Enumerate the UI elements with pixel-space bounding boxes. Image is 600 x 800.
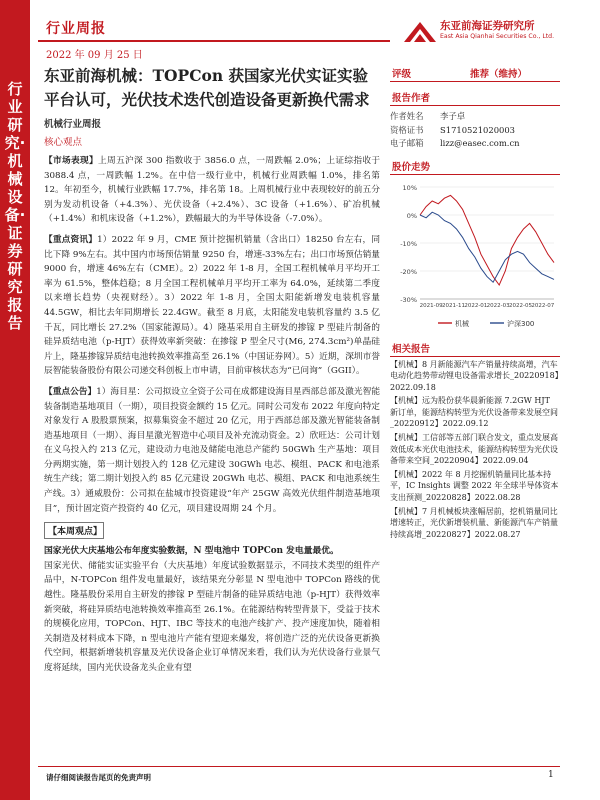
related-report-link[interactable]: 【机械】2022 年 8 月挖掘机销量同比基本持平，IC Insights 调整 2022 年全球半导体资本支出预测_20220828】2022.08.28: [390, 469, 559, 503]
chart-legend-label: 沪深300: [507, 319, 535, 328]
key-announcements-paragraph: [44, 385, 380, 516]
paragraph-tag: 【重点资讯】: [44, 234, 98, 245]
chart-y-tick-label: -10%: [400, 239, 417, 248]
related-report-link[interactable]: 【机械】7 月机械板块涨幅居前，挖机销量同比增速转正，光伏新增装机量、新能源汽车产销量持续高增_20220827】2022.08.27: [390, 506, 558, 539]
weekly-viewpoint-body: 国家光伏、储能实证实验平台（大庆基地）年度试验数据显示，不同技术类型的组件产品中，N-TOPCon 组件发电量最好，该结果充分彰显 N 型电池中 TOPCon 路线的优越性。隆基股份采用自主研发的掺镓 P 型硅片制备的硅异质结电池（p-HJT）获得效率新突破，将硅异质结电池转换效率推高至 26.1%。在能源结构转型背景下，受益于技术的规模化应用，TOPCon、HJT、IBC 等技术的电池产线扩产、投产速度加快，随着相关制造及材料成本下降，n 型电池片产能有望迎来爆发，将创造广泛的光伏设备更新换代空间，根据新增装机容量及光伏设备企业订单情况来看，我们认为光伏设备行业景气度将延续，国内光伏设备龙头企业有望: [44, 560, 380, 673]
chart-x-tick-label: 2021-09: [419, 302, 443, 309]
chart-x-tick-label: 2022-05: [509, 302, 532, 309]
main-column: [44, 64, 380, 676]
sidebar-category-text: 行业研究·机械设备·证券研究报告: [4, 80, 26, 332]
paragraph-tag: 【市场表现】: [44, 156, 98, 166]
chart-series-line-csi300: [420, 212, 554, 282]
chart-x-tick-label: 2022-07: [531, 302, 555, 309]
analyst-value: S1710521020003: [440, 124, 516, 135]
chart-y-tick-label: 10%: [402, 183, 417, 192]
paragraph-tag: 【重点公告】: [44, 386, 97, 397]
report-title: 东亚前海机械：TOPCon 获国家光伏实证实验平台认可，光伏技术迭代创造设备更新换代需求: [44, 66, 370, 109]
related-section-title: 相关报告: [392, 343, 431, 355]
analyst-row: [390, 137, 560, 151]
footer-disclaimer: 请仔细阅读报告尾页的免责声明: [46, 773, 151, 782]
chart-x-tick-label: 2022-03: [486, 302, 510, 309]
market-performance-paragraph: [44, 154, 380, 227]
analyst-section-header: [390, 88, 560, 106]
right-column: [390, 64, 560, 540]
key-news-paragraph: [44, 233, 380, 379]
core-viewpoint-label: 核心观点: [44, 137, 83, 148]
weekly-viewpoint-label: 【本周观点】: [44, 522, 104, 539]
stock-chart-svg: [390, 177, 560, 337]
sidebar-band: [0, 0, 30, 800]
header-report-type: 行业周报: [46, 21, 106, 37]
paragraph-body: 1）海目星：公司拟设立全资子公司在成都建设海目星西部总部及激光智能装备制造基地项目（一期），项目投资金额约 15 亿元。同时公司发布 2022 年度向特定对象发行 A 股股票预案，拟募集资金不超过 20 亿元，用于西部总部及激光智能装备制造基地项目（一期）、海目星激光智造中心项目及补充流动资金。2）欣旺达：公司计划在义乌投入约 213 亿元，建设动力电池及储能电池总产能约 50GWh 生产基地：项目分两期实施，第一期计划投入约 128 亿元建设 30GWh 电芯、模组、PACK 和电池系统生产线；第二期计划投入约 85 亿元建设 20GWh 电芯、模组、PACK 和电池系统生产线。3）通威股份：公司拟在盐城市投资建设“年产 25GW 高效光伏组件制造基地项目”，预计固定资产投资约 40 亿元，项目建设周期 24 个月。: [44, 386, 381, 514]
rating-value: 推荐（维持）: [470, 69, 528, 80]
stock-section-header: [390, 157, 560, 175]
related-report-link[interactable]: 【机械】8 月新能源汽车产销量持续高增，汽车电动化趋势带动锂电设备需求增长_20220918】2022.09.18: [390, 359, 559, 392]
page-number: 1: [548, 770, 554, 780]
footer-divider: [38, 766, 560, 767]
chart-y-tick-label: -30%: [400, 295, 417, 304]
analyst-value: 李子卓: [440, 111, 466, 121]
chart-y-tick-label: -20%: [400, 267, 417, 276]
company-name-cn: 东亚前海证券研究所: [440, 20, 535, 32]
chart-x-tick-label: 2021-11: [442, 302, 465, 309]
analyst-key: 作者姓名: [390, 111, 424, 121]
stock-chart: [390, 177, 560, 337]
stock-section-title: 股价走势: [392, 161, 431, 173]
related-report-link[interactable]: 【机械】工信部等五部门联合发文，重点发展高效低成本光伏电池技术，能源结构转型为光伏设备带来空间_20220904】2022.09.04: [390, 433, 558, 466]
related-reports-list: [390, 359, 560, 541]
analyst-info: [390, 110, 560, 151]
company-name-en: East Asia Qianhai Securities Co., Ltd.: [440, 33, 555, 40]
header-divider: [38, 40, 390, 42]
report-date: 2022 年 09 月 25 日: [46, 50, 143, 61]
related-section-header: [390, 339, 560, 357]
analyst-section-title: 报告作者: [392, 93, 431, 104]
analyst-email[interactable]: lizz@easec.com.cn: [440, 138, 520, 148]
report-subtype: 机械行业周报: [44, 119, 102, 130]
company-logo-icon: [402, 18, 438, 46]
rating-row: [390, 64, 560, 82]
analyst-key: 资格证书: [390, 124, 424, 135]
rating-label: 评级: [392, 69, 412, 80]
paragraph-body: 1）2022 年 9 月，CME 预计挖掘机销量（含出口）18250 台左右，同比下降 9%左右。其中国内市场预估销量 9250 台，增速-33%左右；出口市场预估销量 9000 台，增速 46%左右（CME）。2）2022 年 1-8 月，全国工程机械单月平均开工率为 61.5%，整体趋稳；8 月全国工程机械单月平均开工率为 64.0%，延续第二季度以来增长趋势（央视财经）。3）2022 年 1-8 月，全国太阳能新增发电装机容量 44.5GW，相比去年同期增长 22.4GW。截至 8 月底，太阳能发电装机容量约 3.5 亿千瓦，同比增长 27.2%（国家能源局）。4）隆基采用自主研发的掺镓 P 型硅片制备的硅异质结电池（p-HJT）获得效率新突破：在掺镓 P 型全尺寸(M6, 274.3cm²)单晶硅片上，隆基掺镓异质结电池转换效率推高至 26.1%（中国证券网）。5）近期，深圳市誉辰智能装备股份有限公司递交科创板上市申请，目前审核状态为“已问询”（GGII）。: [44, 234, 381, 377]
analyst-row: [390, 110, 560, 124]
chart-y-tick-label: 0%: [406, 211, 417, 220]
chart-legend-label: 机械: [455, 319, 469, 328]
weekly-viewpoint-headline: 国家光伏大庆基地公布年度实验数据，N 型电池中 TOPCon 发电量最优。: [44, 546, 339, 557]
related-report-link[interactable]: 【机械】远为股份获华晨新能源 7.2GW HJT 新订单，能源结构转型为光伏设备带来发展空间_20220912】2022.09.12: [390, 396, 558, 429]
analyst-row: [390, 124, 560, 138]
chart-series-line-machinery: [420, 195, 554, 285]
paragraph-body: 上周五沪深 300 指数收于 3856.0 点，一周跌幅 2.0%；上证综指收于 3088.4 点，一周跌幅 1.2%。在中信一级行业中，机械行业周跌幅 1.0%，排名第 12。年初至今，机械行业跌幅 17.7%，排名第 18。上周机械行业中表现较好的前五分别为发动机设备（+4.3%）、光伏设备（+2.4%）、3C 设备（+1.6%）、矿冶机械（+1.4%）和机床设备（+1.2%），跌幅最大的为半导体设备（-7.0%）。: [44, 156, 381, 225]
chart-x-tick-label: 2022-01: [464, 302, 488, 309]
analyst-key: 电子邮箱: [390, 138, 424, 148]
